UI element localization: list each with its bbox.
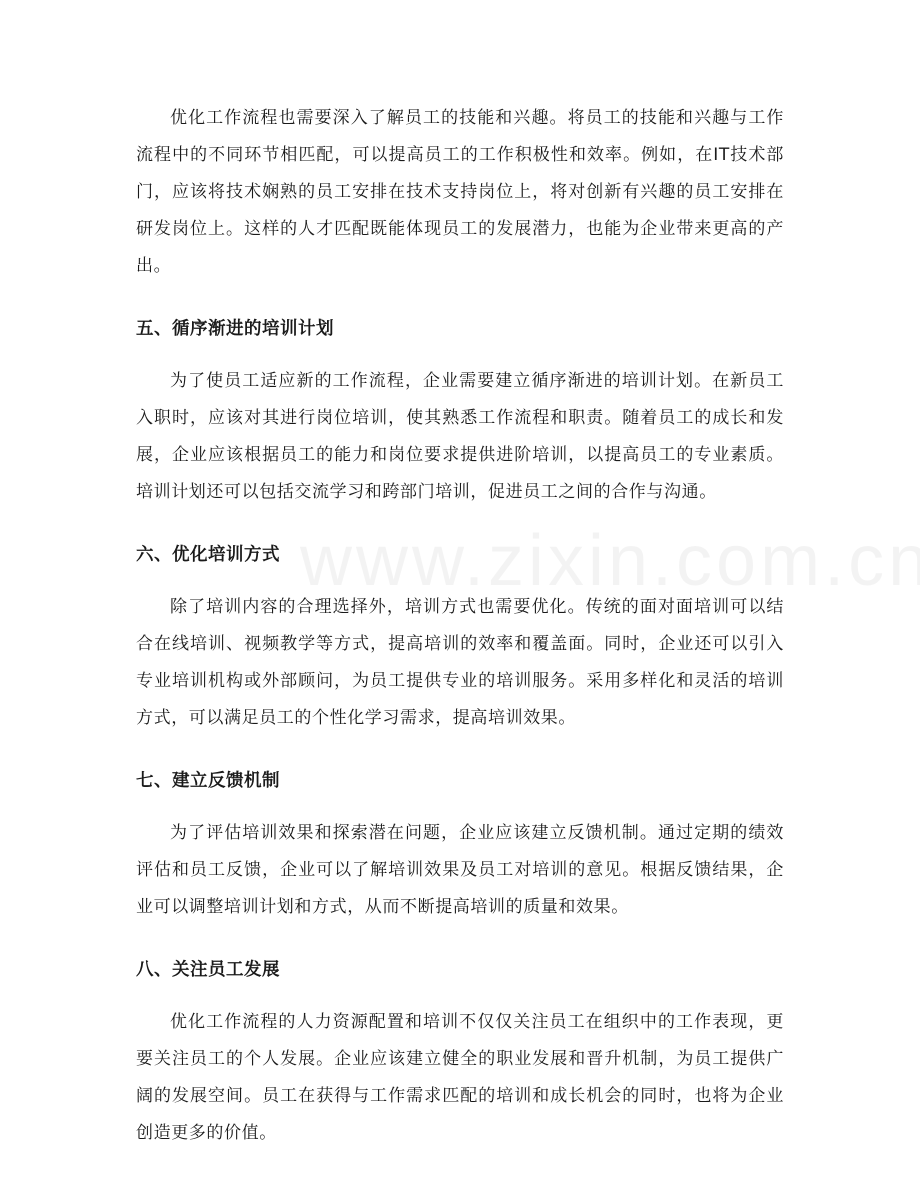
paragraph-section-6: 除了培训内容的合理选择外，培训方式也需要优化。传统的面对面培训可以结合在线培训、视频教学等方式，提高培训的效率和覆盖面。同时，企业还可以引入专业培训机构或外部顾问，为员工提供专业的培训服务。采用多样化和灵活的培训方式，可以满足员工的个性化学习需求，提高培训效果。 (136, 597, 784, 728)
heading-section-5: 五、循序渐进的培训计划 (136, 319, 334, 339)
heading-section-6: 六、优化培训方式 (136, 545, 280, 565)
heading-section-8: 八、关注员工发展 (136, 960, 280, 980)
heading-section-7: 七、建立反馈机制 (136, 771, 280, 791)
paragraph-section-8: 优化工作流程的人力资源配置和培训不仅仅关注员工在组织中的工作表现，更要关注员工的个人发展。企业应该建立健全的职业发展和晋升机制，为员工提供广阔的发展空间。员工在获得与工作需求匹配的培训和成长机会的同时，也将为企业创造更多的价值。 (136, 1012, 784, 1143)
paragraph-skills-matching: 优化工作流程也需要深入了解员工的技能和兴趣。将员工的技能和兴趣与工作流程中的不同环节相匹配，可以提高员工的工作积极性和效率。例如，在IT技术部门，应该将技术娴熟的员工安排在技术支持岗位上，将对创新有兴趣的员工安排在研发岗位上。这样的人才匹配既能体现员工的发展潜力，也能为企业带来更高的产出。 (136, 108, 784, 276)
paragraph-section-7: 为了评估培训效果和探索潜在问题，企业应该建立反馈机制。通过定期的绩效评估和员工反馈，企业可以了解培训效果及员工对培训的意见。根据反馈结果，企业可以调整培训计划和方式，从而不断提高培训的质量和效果。 (136, 823, 784, 917)
paragraph-section-5: 为了使员工适应新的工作流程，企业需要建立循序渐进的培训计划。在新员工入职时，应该对其进行岗位培训，使其熟悉工作流程和职责。随着员工的成长和发展，企业应该根据员工的能力和岗位要求提供进阶培训，以提高员工的专业素质。培训计划还可以包括交流学习和跨部门培训，促进员工之间的合作与沟通。 (136, 371, 784, 502)
document-body (136, 100, 784, 1152)
